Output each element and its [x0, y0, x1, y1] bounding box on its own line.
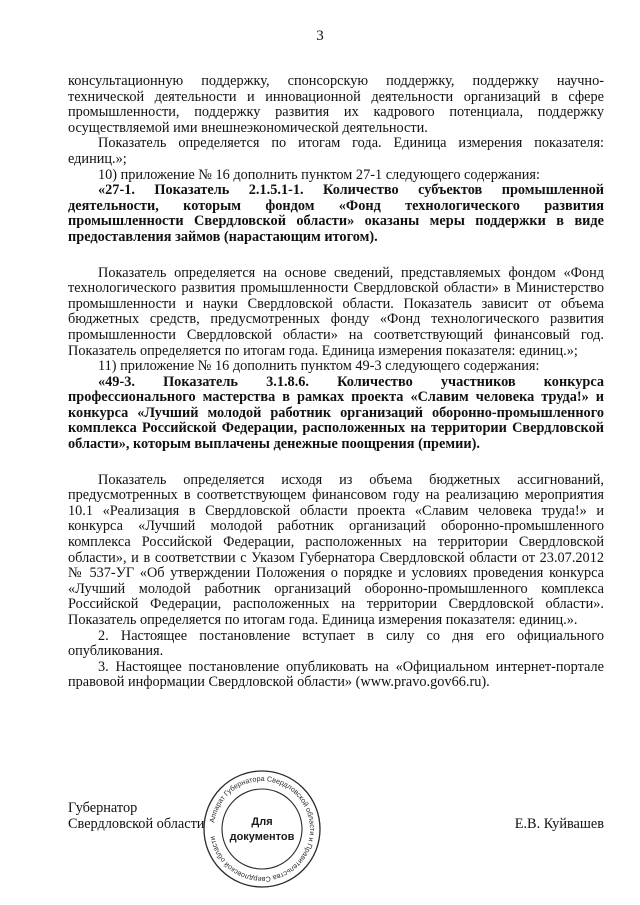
paragraph-item-11: 11) приложение № 16 дополнить пунктом 49-3 следующего содержания:	[98, 358, 540, 375]
paragraph-spacer	[68, 453, 604, 473]
stamp-inner-ring	[222, 789, 302, 869]
paragraph-indicator-note: Показатель определяется по итогам года. Единица измерения показателя: единиц.»;	[68, 135, 604, 167]
paragraph-spacer	[68, 246, 604, 266]
signatory-position	[68, 801, 204, 832]
paragraph-item-10: 10) приложение № 16 дополнить пунктом 27-1 следующего содержания:	[98, 166, 540, 183]
page-number: 3	[316, 28, 324, 44]
paragraph-point-27-1: «27-1. Показатель 2.1.5.1-1. Количество субъектов промышленной деятельности, которым фондом «Фонд технологического развития промышленности Свердловской области» оказаны меры поддержки в виде предоставления займов (нарастающим итогом).	[68, 182, 604, 245]
stamp-ring-text: Аппарат Губернатора Свердловской области и Правительства Свердловской области	[207, 773, 318, 885]
paragraph-clause-3: 3. Настоящее постановление опубликовать на «Официальном интернет-портале правовой информации Свердловской области» (www.pravo.gov66.ru).	[68, 658, 604, 691]
paragraph-clause-2: 2. Настоящее постановление вступает в силу со дня его официального опубликования.	[68, 627, 604, 660]
official-stamp-seal	[200, 767, 324, 891]
stamp-outer-ring	[204, 771, 320, 887]
signatory-position-line2: Свердловской области	[68, 815, 205, 832]
paragraph-point-49-3: «49-3. Показатель 3.1.8.6. Количество участников конкурса профессионального мастерства в рамках проекта «Славим человека труда!» и конкурса «Лучший молодой работник организаций оборонно-промышленного комплекса Российской Федерации, расположенных на территории Свердловской области», которым выплачены денежные поощрения (премии).	[68, 373, 604, 453]
stamp-center-line2: документов	[229, 831, 295, 843]
signatory-position-line1: Губернатор	[68, 800, 138, 816]
paragraph-indicator-budget: Показатель определяется исходя из объема бюджетных ассигнований, предусмотренных в соответствующем финансовом году на реализацию мероприятия 10.1 «Реализация в Свердловской области проекта «Славим человека труда!» и конкурса «Лучший молодой работник организаций оборонно-промышленного комплекса Российской Федерации, расположенных на территории Свердловской области», и в соответствии с Указом Губернатора Свердловской области от 23.07.2012 № 537-УГ «Об утверждении Положения о порядке и условиях проведения конкурса «Лучший молодой работник организаций оборонно-промышленного комплекса Российской Федерации, расположенных на территории Свердловской области». Показатель определяется по итогам года. Единица измерения показателя: единиц.».	[68, 471, 604, 628]
signatory-name: Е.В. Куйвашев	[514, 815, 604, 832]
document-body	[68, 74, 604, 691]
paragraph-continuation: консультационную поддержку, спонсорскую поддержку, поддержку научно-технической деятельности и инновационной деятельности организаций в сфере промышленности, поддержку развития их кадрового потенциала, поддержку осуществляемой ими внешнеэкономической деятельности.	[68, 73, 604, 136]
stamp-center-line1: Для	[251, 816, 273, 828]
paragraph-indicator-basis: Показатель определяется на основе сведений, представляемых фондом «Фонд технологического развития промышленности Свердловской области» в Министерство промышленности и науки Свердловской области. Показатель зависит от объема бюджетных средств, предусмотренных фонду «Фонд технологического развития промышленности Свердловской области» на соответствующий финансовый год. Показатель определяется по итогам года. Единица измерения показателя: единиц.»;	[68, 264, 604, 359]
